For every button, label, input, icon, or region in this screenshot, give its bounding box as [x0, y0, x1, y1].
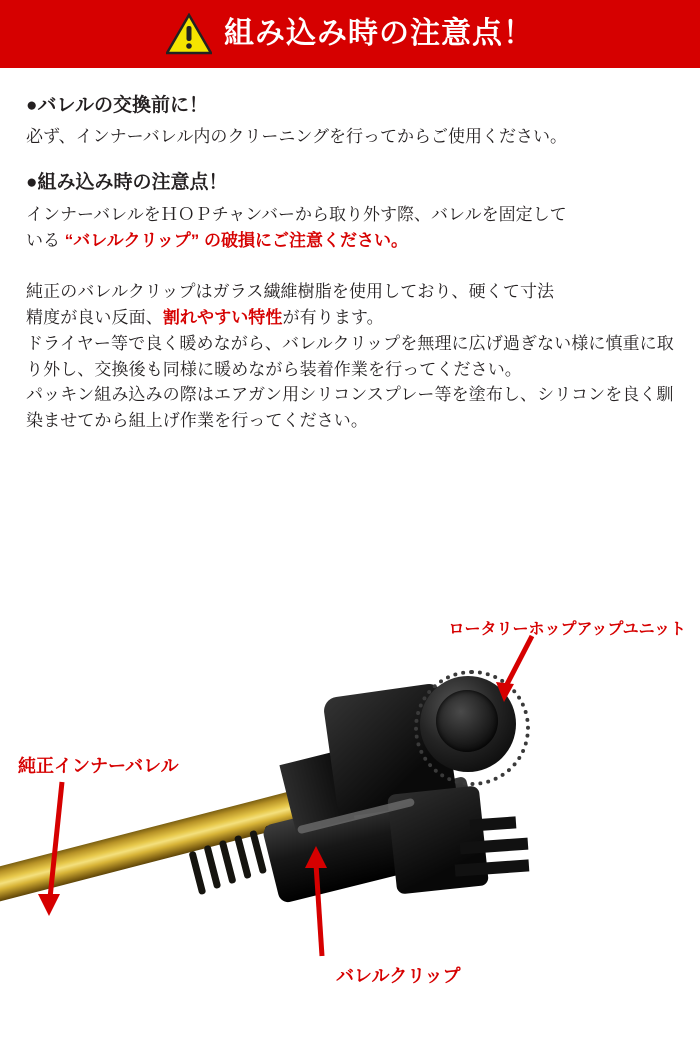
section-1-body: 必ず、インナーバレル内のクリーニングを行ってからご使用ください。 — [26, 126, 568, 146]
banner-title: 組み込み時の注意点！ — [224, 17, 534, 50]
warning-triangle-icon — [166, 13, 212, 55]
section-2-emphasis: “バレルクリップ” の破損にご注意ください。 — [64, 230, 409, 250]
section-2-body — [26, 202, 674, 253]
paragraph-1 — [26, 279, 674, 331]
paragraph-1-part-1: 純正のバレルクリップはガラス繊維樹脂を使用しており、硬くて寸法 — [26, 282, 555, 302]
paragraph-1-emphasis: 割れやすい特性 — [162, 307, 283, 327]
inner-barrel-arrow-icon — [30, 778, 110, 928]
section-1-heading: ●バレルの交換前に！ — [26, 95, 209, 116]
section-2-line-1: インナーバレルをＨＯＰチャンバーから取り外す際、バレルを固定して — [26, 205, 567, 225]
paragraph-1-part-2: 精度が良い反面、 — [26, 307, 163, 327]
callout-barrel-clip: バレルクリップ — [336, 966, 461, 986]
section-2-heading: ●組み込み時の注意点！ — [26, 172, 228, 194]
notice-content — [0, 68, 700, 434]
callout-rotary-hop-up-unit: ロータリーホップアップユニット — [448, 621, 686, 638]
rotary-unit-arrow-icon — [470, 632, 560, 712]
paragraph-3: パッキン組み込みの際はエアガン用シリコンスプレー等を塗布し、シリコンを良く馴染ませてから組上げ作業を行ってください。 — [26, 385, 674, 431]
warning-banner-inner — [166, 13, 534, 55]
barrel-clip-arrow-icon — [300, 838, 380, 968]
section-2-line-2-prefix: いる — [26, 230, 65, 250]
paragraph-2: ドライヤー等で良く暖めながら、バレルクリップを無理に広げ過ぎない様に慎重に取り外し、交換後も同様に暖めながら装着作業を行ってください。 — [26, 333, 674, 379]
callout-genuine-inner-barrel: 純正インナーバレル — [18, 756, 179, 776]
warning-banner — [0, 0, 700, 68]
paragraph-1-part-3: が有ります。 — [282, 307, 384, 327]
